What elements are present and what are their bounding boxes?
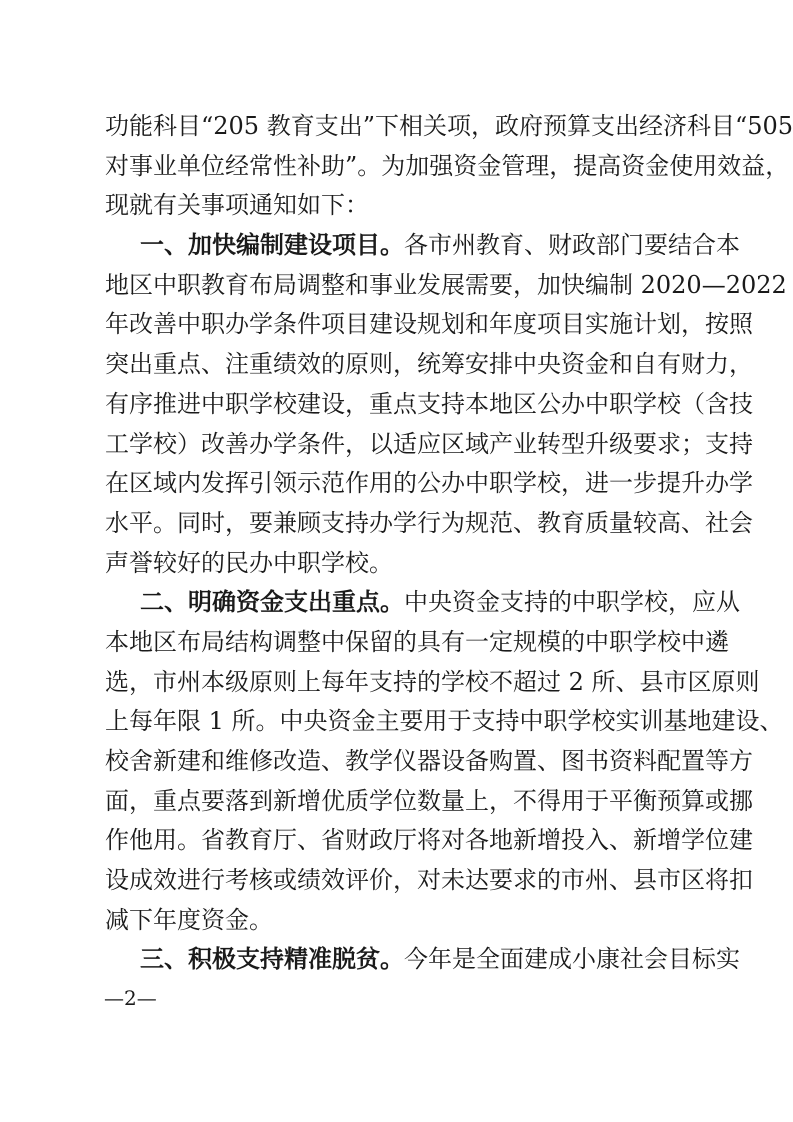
section-3-heading: 三、积极支持精准脱贫。 <box>140 945 404 974</box>
text-line: 声誉较好的民办中职学校。 <box>105 548 393 577</box>
section-1-first-line <box>105 226 740 266</box>
section-2-heading: 二、明确资金支出重点。 <box>140 588 404 617</box>
section-2-text: 中央资金支持的中职学校，应从 <box>404 588 740 617</box>
text-line: 对事业单位经常性补助”。为加强资金管理，提高资金使用效益， <box>105 151 790 180</box>
text-line: 面，重点要落到新增优质学位数量上，不得用于平衡预算或挪 <box>105 786 753 815</box>
text-line: 突出重点、注重绩效的原则，统筹安排中央资金和自有财力， <box>105 350 753 379</box>
text-line: 地区中职教育布局调整和事业发展需要，加快编制 2020—2022 <box>105 270 787 299</box>
text-line: 现就有关事项通知如下： <box>105 191 369 220</box>
text-line: 水平。同时，要兼顾支持办学行为规范、教育质量较高、社会 <box>105 508 753 537</box>
text-line: 减下年度资金。 <box>105 905 273 934</box>
section-1-text: 各市州教育、财政部门要结合本 <box>404 231 740 260</box>
text-line: 本地区布局结构调整中保留的具有一定规模的中职学校中遴 <box>105 627 729 656</box>
text-line: 工学校）改善办学条件，以适应区域产业转型升级要求；支持 <box>105 429 753 458</box>
text-line: 选，市州本级原则上每年支持的学校不超过 2 所、县市区原则 <box>105 667 760 696</box>
text-line: 上每年限 1 所。中央资金主要用于支持中职学校实训基地建设、 <box>105 707 784 736</box>
section-2-first-line <box>105 583 740 623</box>
section-1-heading: 一、加快编制建设项目。 <box>140 231 404 260</box>
text-line: 有序推进中职学校建设，重点支持本地区公办中职学校（含技 <box>105 389 753 418</box>
text-line: 在区域内发挥引领示范作用的公办中职学校，进一步提升办学 <box>105 469 753 498</box>
text-line: 设成效进行考核或绩效评价，对未达要求的市州、县市区将扣 <box>105 866 753 895</box>
section-3-text: 今年是全面建成小康社会目标实 <box>404 945 740 974</box>
text-line: 校舍新建和维修改造、教学仪器设备购置、图书资料配置等方 <box>105 747 753 775</box>
page-number: —2— <box>104 986 157 1010</box>
text-line: 作他用。省教育厅、省财政厅将对各地新增投入、新增学位建 <box>105 826 753 855</box>
text-line: 功能科目“205 教育支出”下相关项，政府预算支出经济科目“505 <box>105 112 793 140</box>
document-body <box>105 107 793 980</box>
section-3-first-line <box>105 940 740 980</box>
text-line: 年改善中职办学条件项目建设规划和年度项目实施计划，按照 <box>105 310 753 339</box>
